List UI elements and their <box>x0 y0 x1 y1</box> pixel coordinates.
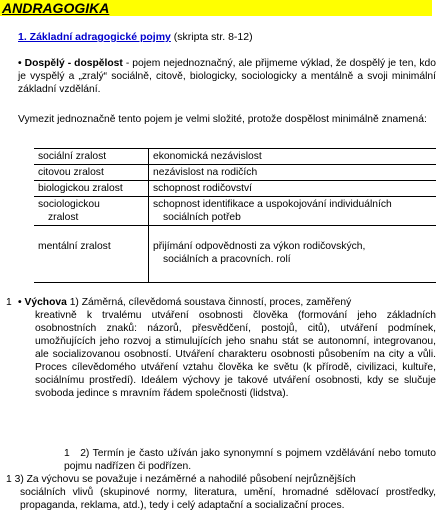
education-first-line <box>6 296 436 309</box>
section-reference: (skripta str. 8-12) <box>170 31 253 43</box>
table-cell-maturity: biologickou zralost <box>34 181 149 197</box>
cell-line: sociálních a pracovních. rolí <box>163 254 291 265</box>
education-synonym-text: 2) Termín je často užíván jako synonymní s pojmem vzdělávání nebo tomuto pojmu nadřízen či podřízen. <box>64 448 436 472</box>
maturity-table <box>34 148 436 283</box>
term-education: Výchova <box>24 297 67 308</box>
table-cell-meaning: nezávislost na rodičích <box>149 165 437 181</box>
adult-definition-text: - pojem nejednoznačný, ale přijmeme výklad, že dospělý je ten, kdo je vyspělý a „zralý“ sociálně, citově, biologicky, sociologicky a mentálně a svoji minimální základní vzdělání. <box>18 58 436 95</box>
cell-line: přijímání odpovědnosti za výkon rodičovských, <box>153 241 366 252</box>
section-heading <box>18 31 253 44</box>
table-row <box>34 181 436 197</box>
document-title: ANDRAGOGIKA <box>0 0 432 16</box>
unintentional-text: sociálních vlivů (skupinové normy, literatura, umění, hromadné sdělovací prostředky, propaganda, reklama, atd.), tedy i celý adaptační a socializační proces. <box>20 487 436 511</box>
table-cell-maturity <box>34 197 149 226</box>
table-cell-meaning <box>149 197 437 226</box>
list-number: 1 <box>6 474 12 485</box>
cell-line: sociálních potřeb <box>163 212 241 223</box>
unintentional-first-line <box>6 473 436 486</box>
table-cell-meaning: ekonomická nezávislost <box>149 149 437 165</box>
table-row <box>34 197 436 226</box>
cell-line: zralost <box>48 212 79 223</box>
cell-line: sociologickou <box>38 199 100 210</box>
list-number: 1 <box>6 297 12 308</box>
table-cell-maturity: sociální zralost <box>34 149 149 165</box>
table-row <box>34 149 436 165</box>
table-cell-meaning <box>149 226 437 283</box>
table-row <box>34 165 436 181</box>
bullet-icon: • <box>18 297 22 308</box>
paragraph-adult-definition <box>18 57 436 96</box>
unintentional-line-1: 3) Za výchovu se považuje i nezáměrné a nahodilé působení nejrůznějších <box>14 474 356 485</box>
section-link[interactable]: 1. Základní adragogické pojmy <box>18 31 171 43</box>
cell-line: schopnost identifikace a uspokojování individuálních <box>153 199 392 210</box>
bullet-icon: • <box>18 58 22 69</box>
table-cell-maturity: citovou zralost <box>34 165 149 181</box>
paragraph-education <box>6 296 436 400</box>
education-line-1: 1) Záměrná, cílevědomá soustava činností, proces, zaměřený <box>66 297 352 308</box>
education-definition-text: kreativně k trvalému utváření osobnosti člověka (formování jeho základních osobnostních znaků: názorů, přesvědčení, postojů, citů), utváření podmínek, umožňujících jeho rozvoj a stimulujících jeho snahu stát se autonomní, integrovanou, ale socializovanou osobností. Utváření charakteru osobnosti působením na city a vůli. Proces cílevědomého utváření vztahu člověka ke světu (k přírodě, civilizaci, kultuře, sociálnímu prostředí). Ideálem výchovy je takové utváření osobnosti, kdy se slučuje svoboda jedince s mravním řádem společnosti (lidstva). <box>35 310 436 399</box>
table-cell-maturity: mentální zralost <box>34 226 149 283</box>
term-adult: Dospělý - dospělost <box>24 58 123 69</box>
paragraph-unintentional-education <box>6 473 436 512</box>
table-cell-meaning: schopnost rodičovství <box>149 181 437 197</box>
table-row <box>34 226 436 283</box>
list-number: 1 <box>64 448 70 459</box>
paragraph-adulthood-intro: Vymezit jednoznačně tento pojem je velmi složité, protože dospělost minimálně znamená: <box>18 114 427 125</box>
paragraph-education-synonym <box>64 447 436 473</box>
